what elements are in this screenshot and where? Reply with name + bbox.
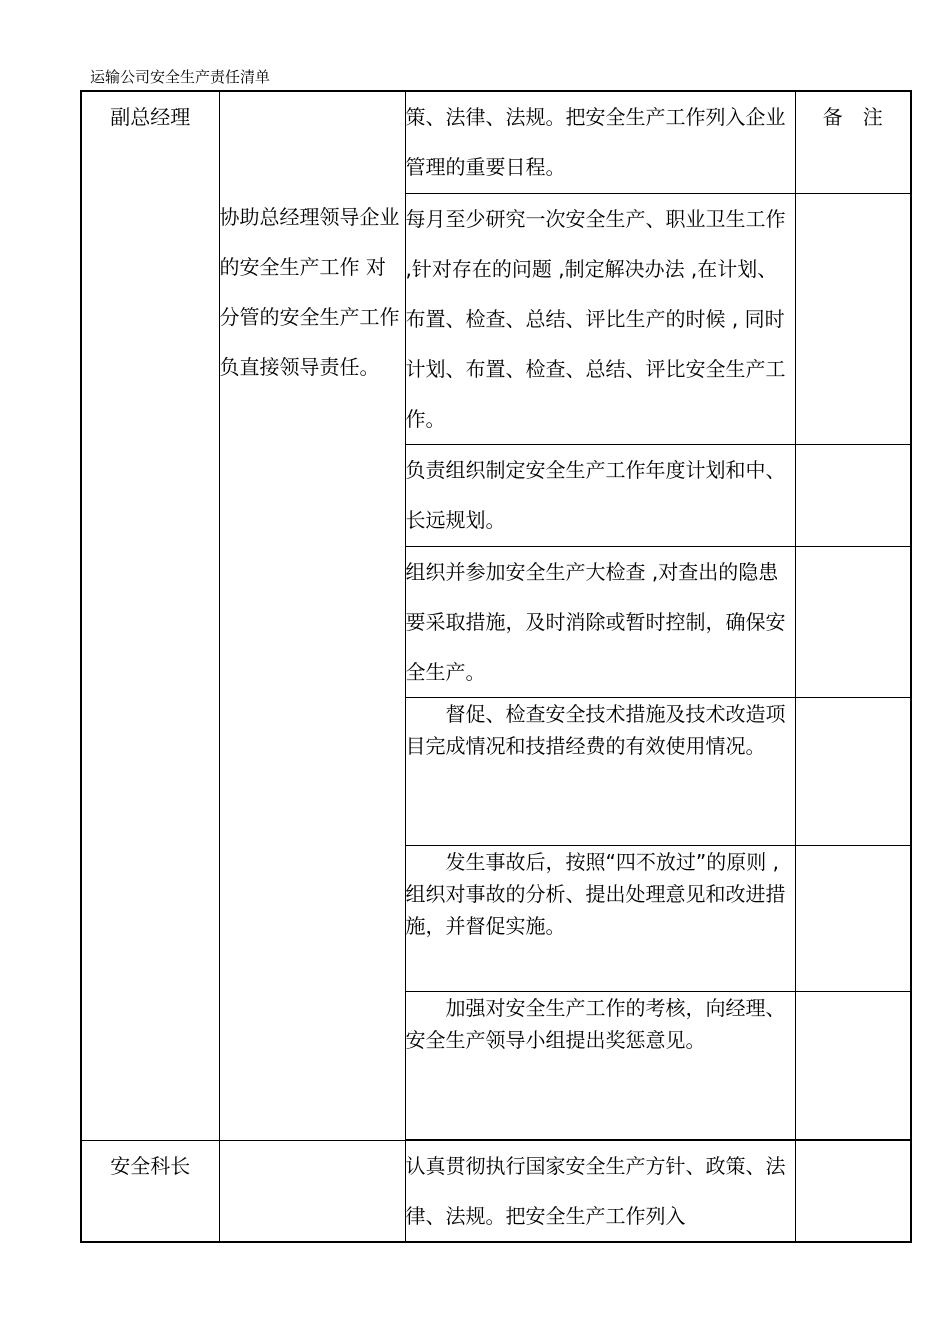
duty-cell: 认真贯彻执行国家安全生产方针、政策、法律、法规。把安全生产工作列入 [405, 1140, 795, 1242]
note-cell [795, 444, 911, 546]
duty-cell [405, 697, 795, 845]
duty-cell [405, 845, 795, 991]
role-summary-cell [219, 91, 405, 1140]
role-summary: 协助总经理领导企业的安全生产工作 对分管的安全生产工作负直接领导责任。 [219, 205, 400, 379]
responsibility-table [80, 90, 912, 1243]
note-cell [795, 845, 911, 991]
note-cell [795, 193, 911, 444]
document-header: 运输公司安全生产责任清单 [90, 68, 271, 86]
duty-cell: 负责组织制定安全生产工作年度计划和中、长远规划。 [405, 444, 795, 546]
note-cell [795, 1140, 911, 1242]
duty-cell: 组织并参加安全生产大检查 ,对查出的隐患要采取措施，及时消除或暂时控制，确保安全生产。 [405, 546, 795, 697]
note-cell [795, 697, 911, 845]
role-summary-cell [219, 1140, 405, 1242]
role-cell: 安全科长 [81, 1140, 219, 1242]
duty-text: 督促、检查安全技术措施及技术改造项目完成情况和技措经费的有效使用情况。 [405, 701, 786, 758]
duty-cell: 策、法律、法规。把安全生产工作列入企业管理的重要日程。 [405, 91, 795, 193]
table-row [81, 91, 911, 193]
note-cell [795, 546, 911, 697]
role-cell: 副总经理 [81, 91, 219, 1140]
note-cell [795, 991, 911, 1139]
note-header-cell: 备 注 [795, 91, 911, 193]
duty-text: 发生事故后，按照“四不放过”的原则 ,组织对事故的分析、提出处理意见和改进措施，并督促实施。 [405, 849, 786, 938]
table-row [81, 1140, 911, 1242]
duty-text: 加强对安全生产工作的考核，向经理、安全生产领导小组提出奖惩意见。 [405, 995, 786, 1052]
duty-cell: 每月至少研究一次安全生产、职业卫生工作 ,针对存在的问题 ,制定解决办法 ,在计划、布置、检查、总结、评比生产的时候 , 同时计划、布置、检查、总结、评比安全生产工作。 [405, 193, 795, 444]
duty-cell [405, 991, 795, 1139]
